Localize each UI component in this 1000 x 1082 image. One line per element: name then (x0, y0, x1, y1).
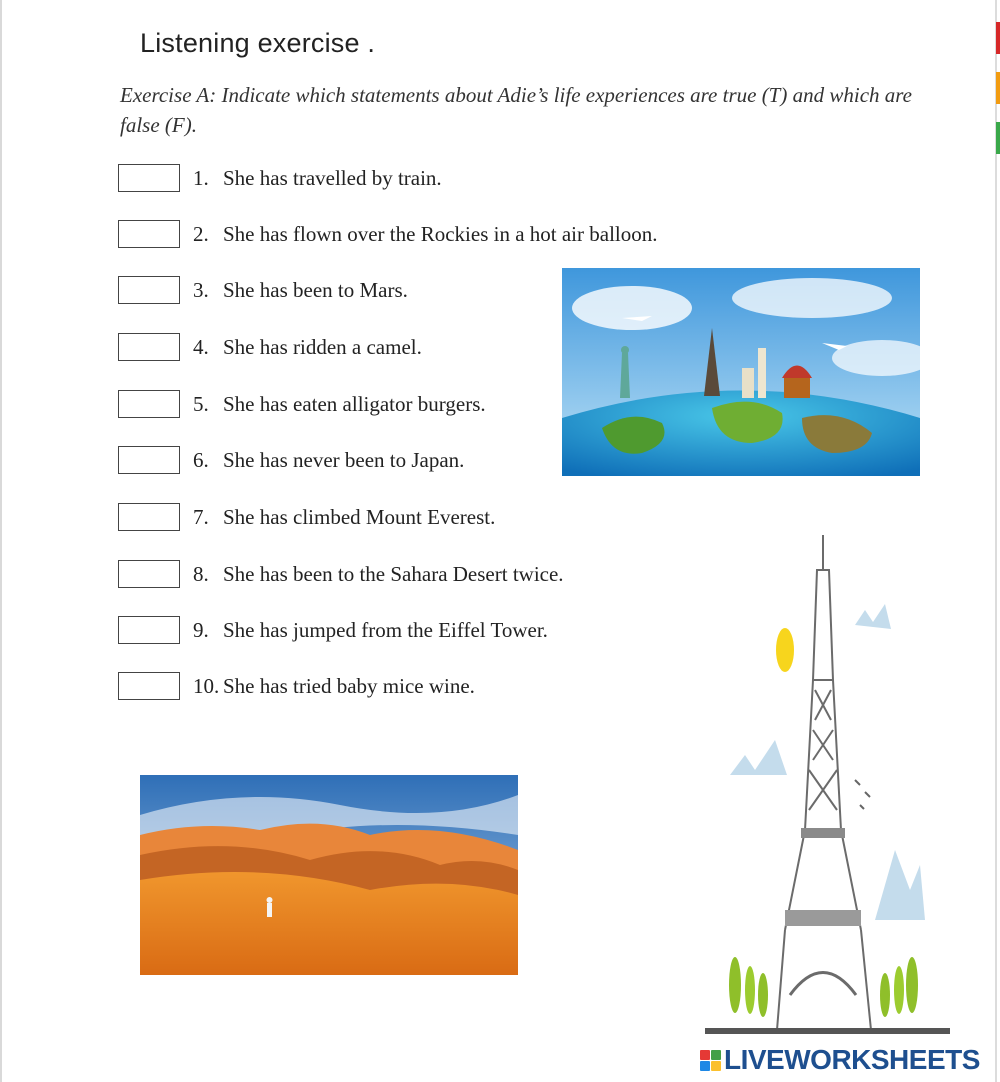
exercise-instructions: Exercise A: Indicate which statements about Adie’s life experiences are true (T) and which are false (F). (120, 83, 912, 137)
logo-grid-icon (700, 1050, 721, 1071)
eiffel-tower-image (705, 530, 950, 1038)
page-border-left (0, 0, 2, 1082)
statement-text: She has never been to Japan. (223, 448, 465, 472)
statement-text: She has tried baby mice wine. (223, 674, 475, 698)
statement-number: 1. (193, 166, 209, 190)
statement-number: 4. (193, 335, 209, 359)
statement-number: 3. (193, 278, 209, 302)
page-border-right (995, 0, 997, 1082)
statement-number: 8. (193, 562, 209, 586)
tab-marker-orange (996, 72, 1000, 104)
answer-box-10[interactable] (118, 672, 180, 700)
answer-box-7[interactable] (118, 503, 180, 531)
statement-number: 2. (193, 222, 209, 246)
answer-box-1[interactable] (118, 164, 180, 192)
statement-text: She has climbed Mount Everest. (223, 505, 496, 529)
statement-text: She has been to the Sahara Desert twice. (223, 562, 564, 586)
answer-box-2[interactable] (118, 220, 180, 248)
answer-box-6[interactable] (118, 446, 180, 474)
statement-text: She has been to Mars. (223, 278, 408, 302)
statement-text: She has eaten alligator burgers. (223, 392, 486, 416)
answer-box-9[interactable] (118, 616, 180, 644)
statement-text: She has flown over the Rockies in a hot air balloon. (223, 222, 658, 246)
answer-box-3[interactable] (118, 276, 180, 304)
page-title: Listening exercise . (140, 28, 376, 58)
statement-number: 9. (193, 618, 209, 642)
statement-number: 10. (193, 674, 220, 698)
answer-box-4[interactable] (118, 333, 180, 361)
statement-text: She has jumped from the Eiffel Tower. (223, 618, 548, 642)
logo-text: LIVEWORKSHEETS (724, 1044, 980, 1075)
answer-box-5[interactable] (118, 390, 180, 418)
world-landmarks-image (562, 268, 920, 476)
answer-box-8[interactable] (118, 560, 180, 588)
tab-marker-red (996, 22, 1000, 54)
statement-text: She has travelled by train. (223, 166, 442, 190)
statement-number: 6. (193, 448, 209, 472)
statement-number: 7. (193, 505, 209, 529)
statement-number: 5. (193, 392, 209, 416)
statement-text: She has ridden a camel. (223, 335, 422, 359)
tab-marker-green (996, 122, 1000, 154)
desert-image (140, 775, 518, 975)
liveworksheets-logo[interactable] (700, 1044, 980, 1076)
